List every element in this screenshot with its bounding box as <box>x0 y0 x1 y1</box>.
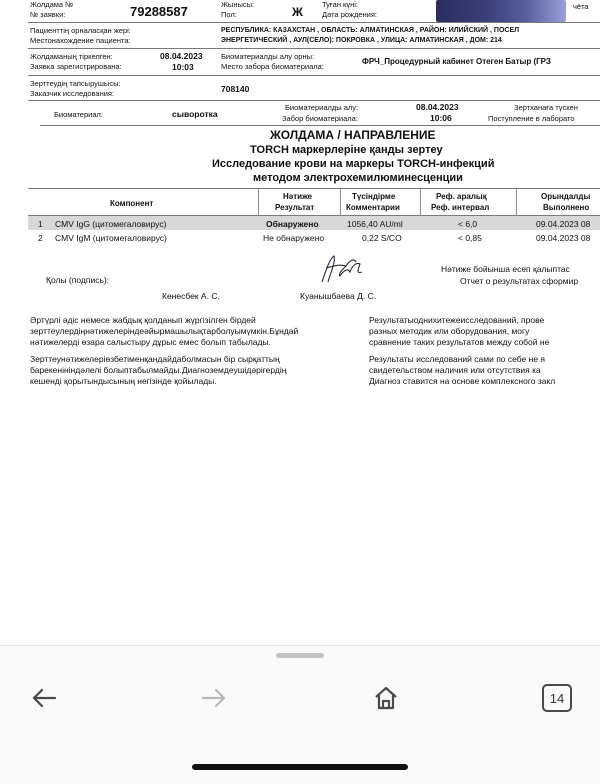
th-comment-ru: Комментарии <box>346 203 400 212</box>
disclaimer-kz-line: кешенді қорытындысының негізінде қойылады. <box>30 376 217 386</box>
arrow-left-icon <box>31 687 57 709</box>
row-component: CMV IgG (цитомегаловирус) <box>55 219 167 229</box>
sample-place-value: ФРЧ_Процедурный кабинет Отеген Батыр (ГРЗ <box>362 57 551 66</box>
redacted-area <box>436 0 566 22</box>
row-comment: 1056,40 AU/ml <box>347 219 403 229</box>
th-result-ru: Результат <box>275 203 315 212</box>
th-ref-kz: Реф. аралық <box>436 192 487 201</box>
row-done: 09.04.2023 08 <box>536 219 591 229</box>
th-ref-ru: Реф. интервал <box>431 203 490 212</box>
location-line1: РЕСПУБЛИКА: КАЗАХСТАН , ОБЛАСТЬ: АЛМАТИНСКАЯ , РАЙОН: ИЛИЙСКИЙ , ПОСЕЛ <box>221 27 520 34</box>
th-comment-kz: Түсіндірме <box>352 192 396 201</box>
row-result: Не обнаружено <box>263 233 325 243</box>
collection-date: 08.04.2023 <box>416 102 459 112</box>
customer-label-ru: Заказчик исследования: <box>30 89 115 98</box>
ticket-number: 79288587 <box>130 4 188 19</box>
collection-time: 10:06 <box>430 113 452 123</box>
th-done-kz: Орындалды <box>541 192 591 201</box>
location-line2: ЭНЕРГЕТИЧЕСКИЙ , АУЛ(СЕЛО): ПОКРОВКА , УЛИЦА: АЛМАТИНСКАЯ , ДОМ: 214 <box>221 37 502 44</box>
home-button[interactable] <box>366 680 406 716</box>
sex-label-kz: Жынысы: <box>221 0 255 9</box>
collection-label-ru: Забор биоматериала: <box>282 114 358 123</box>
biomaterial-value: сыворотка <box>172 109 218 119</box>
corner-fragment: чёта <box>573 2 589 11</box>
registered-label-kz: Жолдаманың тіркелген: <box>30 52 113 61</box>
row-num: 2 <box>38 233 43 243</box>
row-result: Обнаружено <box>266 219 319 229</box>
sample-place-label-kz: Биоматериалды алу орны: <box>221 52 315 61</box>
tabs-icon <box>542 684 572 712</box>
registered-date: 08.04.2023 <box>160 51 203 61</box>
row-component: CMV IgM (цитомегаловирус) <box>55 233 167 243</box>
registered-label-ru: Заявка зарегистрирована: <box>30 62 122 71</box>
title-ru: Исследование крови на маркеры TORCH-инфекций <box>212 158 495 170</box>
signer-1: Кенесбек А. С. <box>162 291 220 301</box>
collection-label-kz: Биоматериалды алу: <box>285 103 359 112</box>
th-result-kz: Нәтиже <box>283 192 313 201</box>
title-method: методом электрохемилюминесценции <box>253 172 463 184</box>
row-done: 09.04.2023 08 <box>536 233 591 243</box>
row-num: 1 <box>38 219 43 229</box>
row-ref: < 0,85 <box>458 233 482 243</box>
sex-label-ru: Пол: <box>221 10 237 19</box>
handwritten-signature <box>316 252 372 288</box>
home-icon <box>373 685 399 711</box>
signature-label: Қолы (подпись): <box>46 275 110 285</box>
disclaimer-ru-line: свидетельством наличия или отсутствия ка <box>369 365 541 375</box>
result-note-kz: Нәтиже бойынша есеп қалыптас <box>441 264 570 274</box>
customer-label-kz: Зерттеудің тапсырушысы: <box>30 79 121 88</box>
row-comment: 0,22 S/CO <box>362 233 402 243</box>
lab-received-kz: Зертханаға түскен <box>514 103 578 112</box>
registered-time: 10:03 <box>172 62 194 72</box>
disclaimer-kz-line: Әртүрлі әдіс немесе жабдық қолданып жүргізілген бірдей <box>30 315 256 325</box>
th-component: Компонент <box>110 199 154 208</box>
tab-count: 14 <box>549 690 565 706</box>
disclaimer-ru-line: сравнение таких результатов между собой не <box>369 337 550 347</box>
ticket-label-ru: № заявки: <box>30 10 66 19</box>
disclaimer-ru-line: Результатыоднихитежеисследований, прове <box>369 315 545 325</box>
title-kz: TORCH маркерлеріне қанды зертеу <box>250 144 443 156</box>
tabs-button[interactable] <box>537 680 577 716</box>
sex-value: Ж <box>292 5 303 19</box>
arrow-right-icon <box>201 687 227 709</box>
back-button[interactable] <box>24 680 64 716</box>
disclaimer-ru-line: Диагноз ставится на основе комплексного закл <box>369 376 556 386</box>
sheet-drag-handle[interactable] <box>276 653 324 658</box>
dob-label-ru: Дата рождения: <box>322 10 377 19</box>
disclaimer-kz-line: зерттеулердіңнәтижелеріндеәйырмашылықтарболуымүмкін.Бұндай <box>30 326 299 336</box>
dob-label-kz: Туған күні: <box>322 0 358 9</box>
disclaimer-ru-line: Результаты исследований сами по себе не я <box>369 354 546 364</box>
disclaimer-ru-line: разных методик или оборудования, могу <box>369 326 530 336</box>
home-indicator[interactable] <box>192 764 408 770</box>
forward-button[interactable] <box>194 680 234 716</box>
customer-value: 708140 <box>221 84 250 94</box>
ticket-label-kz: Жолдама № <box>30 0 74 9</box>
signer-2: Куанышбаева Д. С. <box>300 291 377 301</box>
result-note-ru: Отчет о результатах сформир <box>460 276 579 286</box>
location-label-kz: Пациенттің орналасқан жері: <box>30 26 131 35</box>
th-done-ru: Выполнено <box>543 203 590 212</box>
lab-received-ru: Поступление в лаборато <box>488 114 575 123</box>
disclaimer-kz-line: барекенініндәлелі болыптабылмайды.Диагноземдеушідәрігердің <box>30 365 287 375</box>
disclaimer-kz-line: Зерттеунәтижелеріөзбетіменқандайдаболмасын бір сырқаттың <box>30 354 280 364</box>
sample-place-label-ru: Место забора биоматериала: <box>221 62 324 71</box>
title-main: ЖОЛДАМА / НАПРАВЛЕНИЕ <box>270 128 436 142</box>
row-ref: < 6,0 <box>458 219 478 229</box>
location-label-ru: Местонахождение пациента: <box>30 36 131 45</box>
biomaterial-label: Биоматериал: <box>54 110 103 119</box>
disclaimer-kz-line: нәтижелерді өзара салыстыру дұрыс емес болып табылады. <box>30 337 271 347</box>
